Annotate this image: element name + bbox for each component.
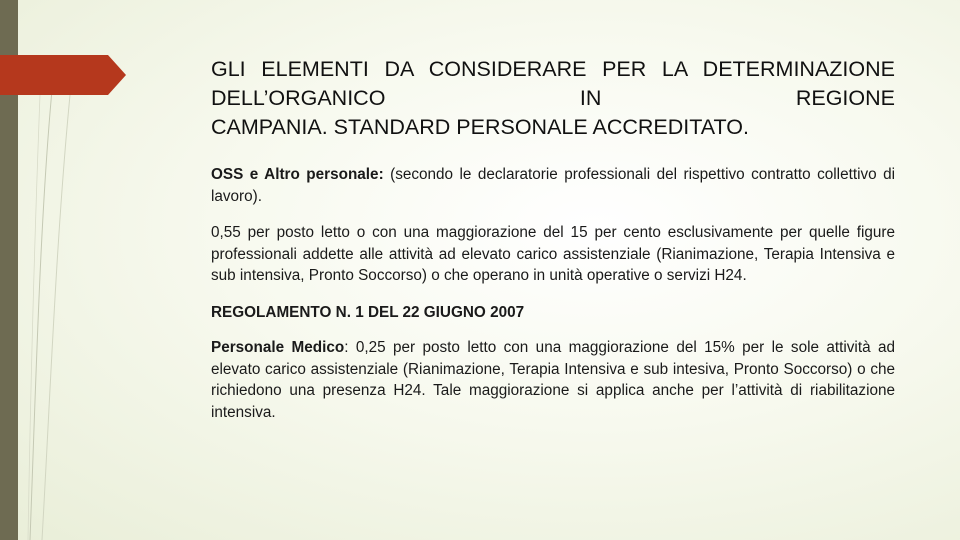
regolamento-heading: [211, 302, 895, 324]
oss-paragraph: [211, 164, 895, 207]
title-line-1: GLI ELEMENTI DA CONSIDERARE PER LA DETERMINAZIONE DELL’ORGANICO IN REGIONE: [211, 57, 895, 110]
oss-label: OSS e Altro personale:: [211, 166, 384, 183]
oss-text: (secondo le declaratorie professionali del rispettivo contratto collettivo di lavoro).: [211, 166, 895, 205]
accent-arrow: [0, 55, 126, 95]
medico-paragraph: [211, 337, 895, 423]
standard-paragraph: 0,55 per posto letto o con una maggiorazione del 15 per cento esclusivamente per quelle figure professionali addette alle attività ad elevato carico assistenziale (Rianimazione, Terapia Intensiva e sub intensiva, Pronto Soccorso) o che operano in unità operative o servizi H24.: [211, 224, 895, 284]
regolamento-heading-text: REGOLAMENTO N. 1 DEL 22 GIUGNO 2007: [211, 303, 525, 321]
slide-content: [211, 55, 895, 423]
slide-title: [211, 55, 895, 142]
title-line-2: CAMPANIA. STANDARD PERSONALE ACCREDITATO.: [211, 115, 749, 139]
medico-text: : 0,25 per posto letto con una maggiorazione del 15% per le sole attività ad elevato carico assistenziale (Rianimazione, Terapia Intensiva e sub intesiva, Pronto Soccorso) o che richiedono una presenza H24. Tale maggiorazione si applica anche per l’attività di riabilitazione intensiva.: [211, 339, 895, 421]
medico-label: Personale Medico: [211, 339, 345, 356]
